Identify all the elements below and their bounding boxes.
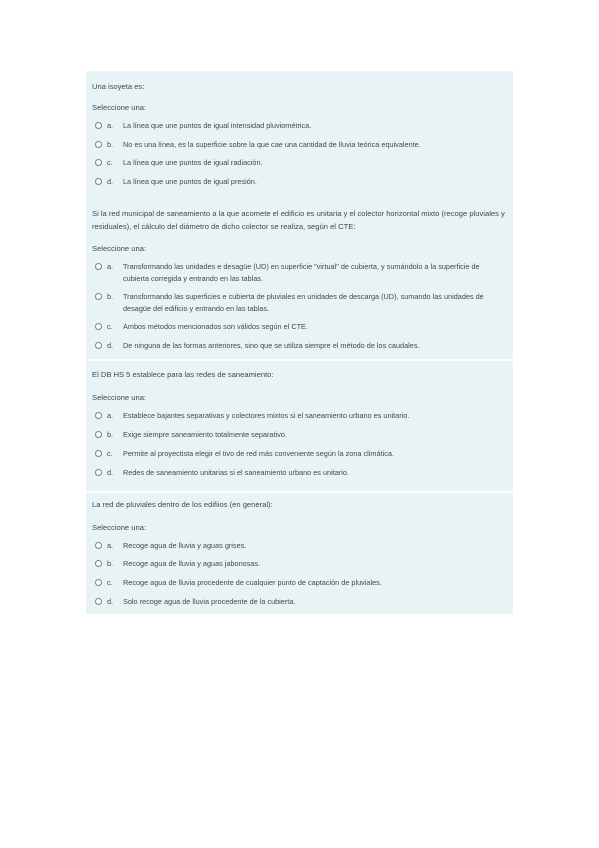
answer-option-a[interactable]: [95, 540, 507, 552]
answer-option-a[interactable]: [95, 261, 507, 284]
option-letter: c.: [107, 158, 113, 167]
answer-option-c[interactable]: [95, 157, 507, 169]
option-text: Solo recoge agua de lluvia procedente de la cubierta.: [123, 597, 296, 606]
option-text: Redes de saneamiento unitarias si el saneamiento urbano es unitario.: [123, 468, 349, 477]
radio-button[interactable]: [95, 560, 102, 567]
answer-option-c[interactable]: [95, 321, 507, 333]
option-text: De ninguna de las formas anteriores, sino que se utiliza siempre el método de los caudales.: [123, 341, 420, 350]
option-letter: d.: [107, 468, 114, 477]
answer-option-c[interactable]: [95, 448, 507, 460]
select-prompt: Seleccione una:: [92, 523, 147, 532]
question-card-2: [86, 201, 513, 359]
option-text: Recoge agua de lluvia procedente de cualquier punto de captación de pluviales.: [123, 578, 382, 587]
option-text: Exige siempre saneamiento totalmente separativo.: [123, 430, 287, 439]
select-prompt: Seleccione una:: [92, 244, 147, 253]
option-text: La línea que une puntos de igual radiación.: [123, 158, 263, 167]
option-text: Recoge agua de lluvia y aguas grises.: [123, 541, 247, 550]
option-letter: d.: [107, 341, 114, 350]
option-letter: c.: [107, 578, 113, 587]
option-letter: a.: [107, 411, 114, 420]
answer-option-d[interactable]: [95, 467, 507, 479]
answer-option-a[interactable]: [95, 410, 507, 422]
answer-option-d[interactable]: [95, 176, 507, 188]
answer-option-d[interactable]: [95, 340, 507, 352]
question-card-3: [86, 361, 513, 491]
radio-button[interactable]: [95, 323, 102, 330]
option-text: La línea que une puntos de igual intensidad pluviométrica.: [123, 121, 312, 130]
option-letter: a.: [107, 262, 114, 271]
radio-button[interactable]: [95, 293, 102, 300]
option-letter: d.: [107, 597, 114, 606]
option-text: Transformando las superficies e cubierta de pluviales en unidades de descarga (UD), sumando las unidades de desagüe del edificio y entrando en las tablas.: [123, 292, 484, 313]
radio-button[interactable]: [95, 598, 102, 605]
option-text: No es una línea, es la superficie sobre la que cae una cantidad de lluvia teórica equivalente.: [123, 140, 421, 149]
option-text: Establece bajantes separativas y colectores mixtos si el saneamiento urbano es unitario.: [123, 411, 410, 420]
answer-option-b[interactable]: [95, 291, 507, 314]
radio-button[interactable]: [95, 450, 102, 457]
answer-option-b[interactable]: [95, 139, 507, 151]
option-text: Permite al proyectista elegir el tivo de red más conveniente según la zona climática.: [123, 449, 394, 458]
option-letter: a.: [107, 121, 114, 130]
option-text: Ambos métodos mencionados son válidos según el CTE.: [123, 322, 308, 331]
radio-button[interactable]: [95, 141, 102, 148]
option-letter: c.: [107, 322, 113, 331]
question-card-1: [86, 71, 513, 201]
radio-button[interactable]: [95, 178, 102, 185]
radio-button[interactable]: [95, 342, 102, 349]
question-text: Si la red municipal de saneamiento a la que acomete el edificio es unitaria y el colector horizontal mixto (recoge pluviales y residuales), el cálculo del diámetro de dicho colector se realiza, según el CTE:: [92, 209, 505, 231]
radio-button[interactable]: [95, 263, 102, 270]
option-letter: b.: [107, 559, 114, 568]
select-prompt: Seleccione una:: [92, 103, 147, 112]
question-card-4: [86, 493, 513, 614]
radio-button[interactable]: [95, 122, 102, 129]
option-letter: b.: [107, 292, 114, 301]
radio-button[interactable]: [95, 412, 102, 419]
question-text: Una isoyeta es:: [92, 82, 145, 91]
option-text: La línea que une puntos de igual presión.: [123, 177, 257, 186]
select-prompt: Seleccione una:: [92, 393, 147, 402]
question-text: La red de pluviales dentro de los edifiios (en general):: [92, 500, 273, 509]
option-letter: c.: [107, 449, 113, 458]
answer-option-d[interactable]: [95, 596, 507, 608]
radio-button[interactable]: [95, 579, 102, 586]
answer-option-c[interactable]: [95, 577, 507, 589]
answer-option-a[interactable]: [95, 120, 507, 132]
option-letter: a.: [107, 541, 114, 550]
option-letter: b.: [107, 140, 114, 149]
radio-button[interactable]: [95, 542, 102, 549]
answer-option-b[interactable]: [95, 558, 507, 570]
option-text: Recoge agua de lluvia y aguas jabonosas.: [123, 559, 261, 568]
question-text: El DB HS 5 establece para las redes de saneamiento:: [92, 370, 274, 379]
radio-button[interactable]: [95, 469, 102, 476]
option-letter: b.: [107, 430, 114, 439]
option-letter: d.: [107, 177, 114, 186]
radio-button[interactable]: [95, 431, 102, 438]
radio-button[interactable]: [95, 159, 102, 166]
option-text: Transformando las unidades e desagüe (UD) en superficie "virtual" de cubierta, y sumándolo a la superficie de cubierta corregida y entrando en las tablas.: [123, 262, 480, 283]
answer-option-b[interactable]: [95, 429, 507, 441]
